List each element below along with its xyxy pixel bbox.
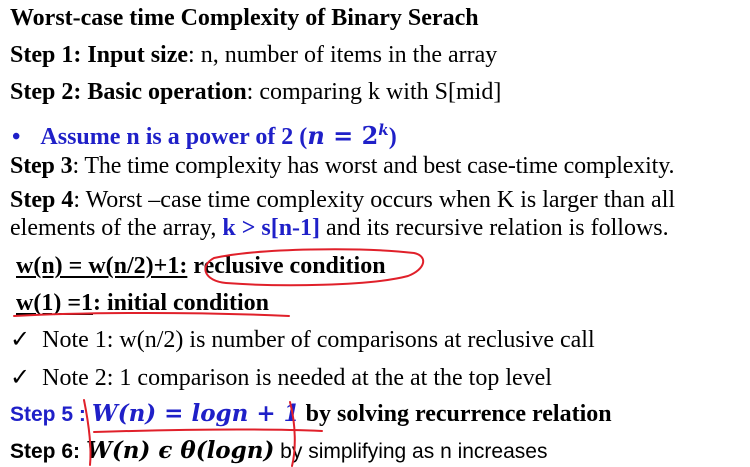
step4-text-2a: elements of the array, [10, 215, 223, 241]
assumption-bullet [12, 116, 397, 151]
step1-label: Step 1: [10, 42, 82, 68]
recurrence-line [16, 252, 386, 280]
step4-label: Step 4 [10, 187, 74, 213]
initial-equation: w(1) =1 [16, 290, 93, 316]
note-1-text: Note 1: w(n/2) is number of comparisons at reclusive call [42, 327, 595, 353]
step2-line [10, 78, 501, 106]
step3-label: Step 3 [10, 153, 73, 179]
bullet-mark: • [12, 124, 21, 150]
recurrence-equation: w(n) = w(n/2)+1: [16, 253, 188, 279]
step6-formula: W(n) ϵ θ(logn) [86, 437, 275, 464]
step1-text: : n, number of items in the array [188, 42, 498, 68]
note-2 [10, 364, 552, 392]
step4-line-1 [10, 186, 675, 214]
step2-term: Basic operation [87, 79, 247, 105]
note-1 [10, 326, 595, 354]
step5-label: Step 5 : [10, 403, 86, 426]
step6-text: by simplifying as n increases [274, 440, 548, 463]
step3-text: : The time complexity has worst and best case-time complexity. [72, 153, 675, 179]
step1-line [10, 41, 497, 69]
step1-term: Input size [87, 42, 189, 68]
assumption-text: Assume n is a power of 2 ( [40, 124, 308, 150]
step4-text-2b: and its recursive relation is follows. [320, 215, 669, 241]
slide-title: Worst-case time Complexity of Binary Serach [10, 5, 479, 31]
assumption-close: ) [388, 124, 397, 150]
step5-formula: W(n) = logn + 1 [91, 400, 300, 427]
step4-line-2 [10, 214, 669, 242]
step5-text: by solving recurrence relation [299, 401, 612, 427]
assumption-exponent: k [378, 121, 389, 139]
checkmark-icon: ✓ [10, 365, 31, 391]
initial-condition: : initial condition [93, 290, 270, 316]
assumption-eq: = 2 [324, 121, 379, 150]
bracket-annotation-icon [94, 429, 322, 432]
recurrence-condition: reclusive condition [187, 253, 386, 279]
step3-line [10, 152, 674, 180]
checkmark-icon: ✓ [10, 327, 31, 353]
note-2-text: Note 2: 1 comparison is needed at the at the top level [42, 365, 552, 391]
step4-highlight: k > s[n-1] [222, 215, 321, 241]
step6-label: Step 6: [10, 440, 81, 463]
step5-line [10, 400, 612, 429]
assumption-n: n [307, 121, 325, 150]
step6-line [10, 437, 547, 466]
initial-line [16, 289, 269, 317]
step2-label: Step 2: [10, 79, 82, 105]
step2-text: : comparing k with S[mid] [246, 79, 502, 105]
step4-text-1: : Worst –case time complexity occurs when K is larger than all [73, 187, 676, 213]
